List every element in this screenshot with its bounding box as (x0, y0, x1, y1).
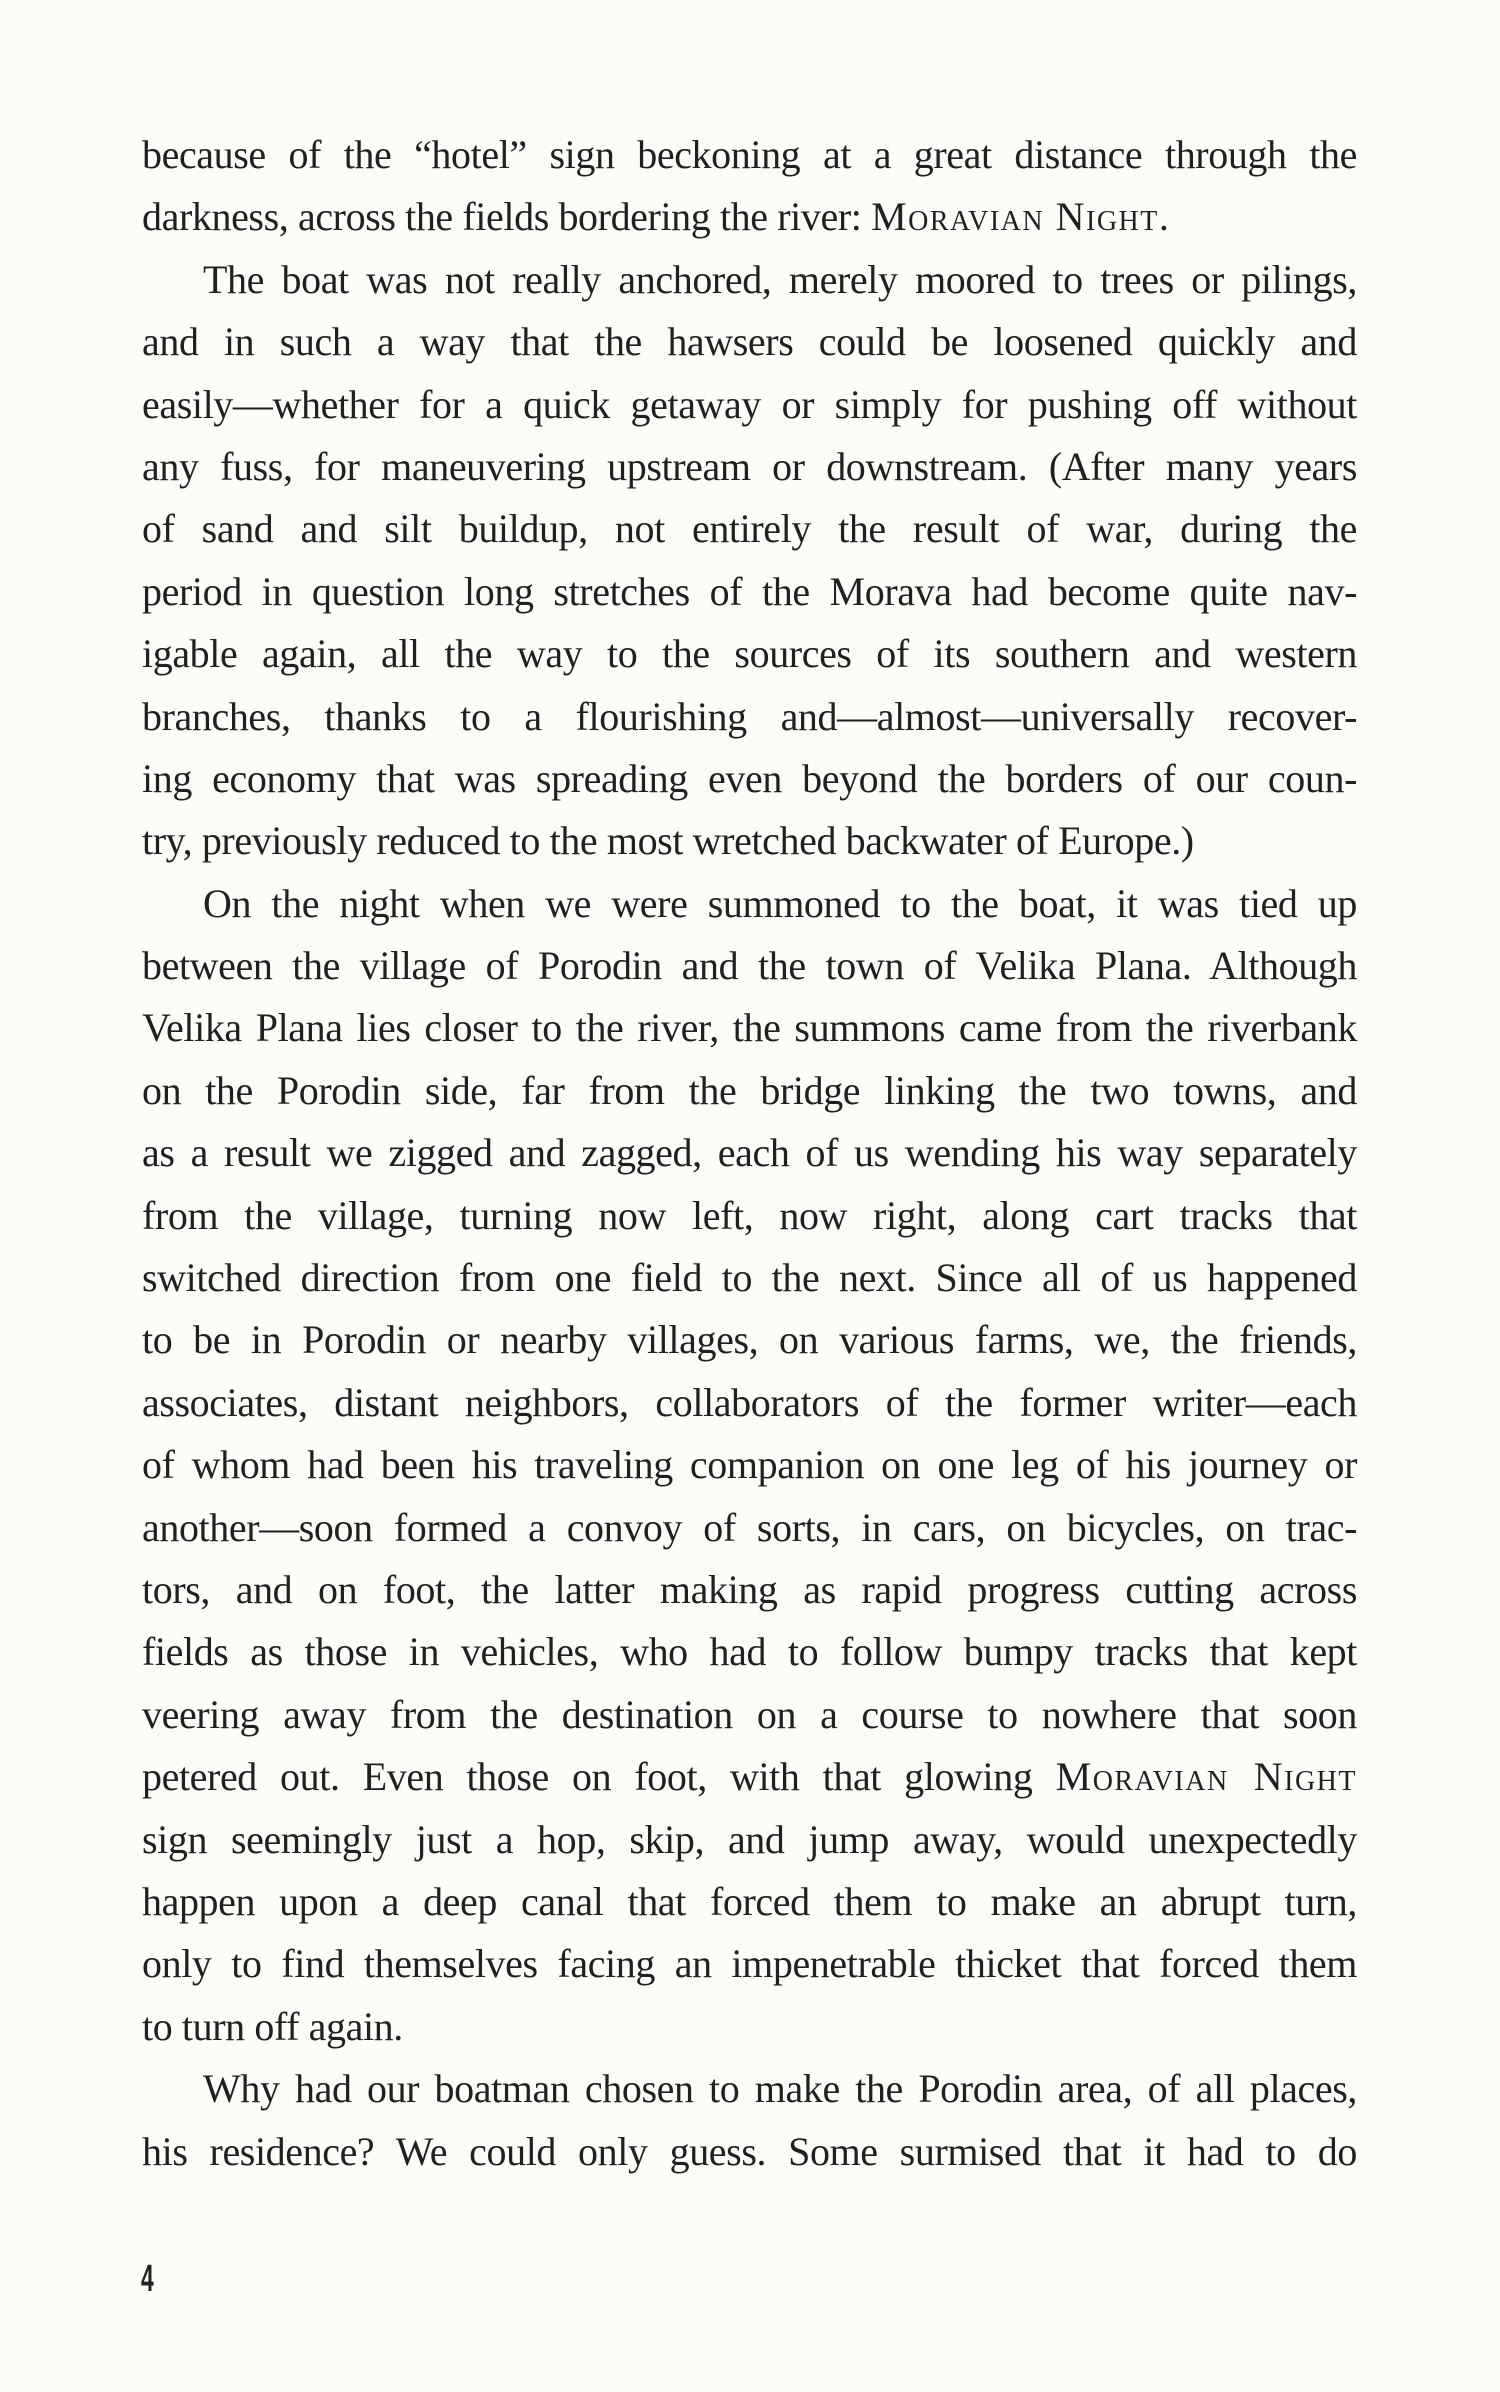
text-segment: to turn off again. (142, 2003, 403, 2049)
text-line (142, 1497, 1357, 1559)
text-line (142, 1247, 1357, 1309)
text-segment: and in such a way that the hawsers could be loosened quickly and (142, 319, 1357, 365)
text-line (142, 1933, 1357, 1995)
text-segment: petered out. Even those on foot, with that glowing (142, 1754, 1056, 1800)
text-line (142, 186, 1357, 248)
text-segment: because of the “hotel” sign beckoning at a great distance through the (142, 132, 1357, 177)
text-line (142, 311, 1357, 373)
small-caps-text: Moravian Night (1055, 1754, 1357, 1800)
text-segment: to be in Porodin or nearby villages, on various farms, we, the friends, (142, 1317, 1357, 1363)
page-number: 4 (141, 2258, 154, 2300)
text-segment: as a result we zigged and zagged, each of us wending his way separately (142, 1130, 1357, 1176)
text-line (142, 1060, 1357, 1122)
text-segment: On the night when we were summoned to the boat, it was tied up (203, 880, 1357, 926)
text-line (142, 1809, 1357, 1871)
text-line (142, 1746, 1357, 1808)
text-line (142, 2058, 1357, 2120)
text-segment: switched direction from one field to the next. Since all of us happened (142, 1255, 1357, 1301)
text-segment: tors, and on foot, the latter making as rapid progress cutting across (142, 1566, 1357, 1612)
text-segment: any fuss, for maneuvering upstream or downstream. (After many years (142, 443, 1357, 489)
text-line (142, 498, 1357, 560)
text-segment: fields as those in vehicles, who had to follow bumpy tracks that kept (142, 1629, 1357, 1675)
text-line (142, 935, 1357, 997)
text-segment: darkness, across the fields bordering the river: (142, 194, 872, 240)
text-line (142, 1372, 1357, 1434)
text-segment: Why had our boatman chosen to make the Porodin area, of all places, (203, 2066, 1357, 2112)
text-line (142, 1122, 1357, 1184)
text-line (142, 1621, 1357, 1683)
text-segment: associates, distant neighbors, collaborators of the former writer—each (142, 1379, 1357, 1425)
text-line (142, 686, 1357, 748)
text-line (142, 1185, 1357, 1247)
text-line (142, 1559, 1357, 1621)
text-segment: try, previously reduced to the most wretched backwater of Europe.) (142, 818, 1194, 864)
text-line (142, 1309, 1357, 1371)
text-segment: of sand and silt buildup, not entirely the result of war, during the (142, 506, 1357, 552)
text-segment: another—soon formed a convoy of sorts, in cars, on bicycles, on trac- (142, 1504, 1357, 1550)
small-caps-text: Moravian Night. (871, 194, 1171, 240)
text-segment: igable again, all the way to the sources of its southern and western (142, 631, 1357, 677)
text-segment: Velika Plana lies closer to the river, the summons came from the riverbank (142, 1005, 1357, 1051)
text-line (142, 997, 1357, 1059)
text-segment: ing economy that was spreading even beyond the borders of our coun- (142, 755, 1357, 801)
text-segment: veering away from the destination on a course to nowhere that soon (142, 1691, 1357, 1737)
text-line (142, 561, 1357, 623)
text-line (142, 873, 1357, 935)
text-line (142, 623, 1357, 685)
text-segment: from the village, turning now left, now right, along cart tracks that (142, 1192, 1357, 1238)
text-line (142, 374, 1357, 436)
text-line (142, 1871, 1357, 1933)
text-segment: easily—whether for a quick getaway or simply for pushing off without (142, 381, 1357, 427)
text-line (142, 2121, 1357, 2183)
text-segment: of whom had been his traveling companion on one leg of his journey or (142, 1442, 1357, 1488)
text-segment: period in question long stretches of the Morava had become quite nav- (142, 568, 1357, 614)
text-segment: branches, thanks to a flourishing and—almost—universally recover- (142, 693, 1357, 739)
text-segment: happen upon a deep canal that forced them to make an abrupt turn, (142, 1878, 1357, 1924)
text-segment: sign seemingly just a hop, skip, and jump away, would unexpectedly (142, 1816, 1357, 1862)
text-line (142, 1434, 1357, 1496)
text-line (142, 124, 1357, 186)
text-line (142, 810, 1357, 872)
text-line (142, 436, 1357, 498)
text-line (142, 1996, 1357, 2058)
text-line (142, 1684, 1357, 1746)
text-line (142, 748, 1357, 810)
text-segment: his residence? We could only guess. Some surmised that it had to do (142, 2128, 1357, 2174)
text-segment: The boat was not really anchored, merely moored to trees or pilings, (203, 256, 1357, 302)
body-text (142, 124, 1357, 2183)
text-line (142, 249, 1357, 311)
text-segment: between the village of Porodin and the town of Velika Plana. Although (142, 943, 1357, 989)
text-segment: on the Porodin side, far from the bridge linking the two towns, and (142, 1067, 1357, 1113)
text-segment: only to find themselves facing an impenetrable thicket that forced them (142, 1941, 1357, 1987)
